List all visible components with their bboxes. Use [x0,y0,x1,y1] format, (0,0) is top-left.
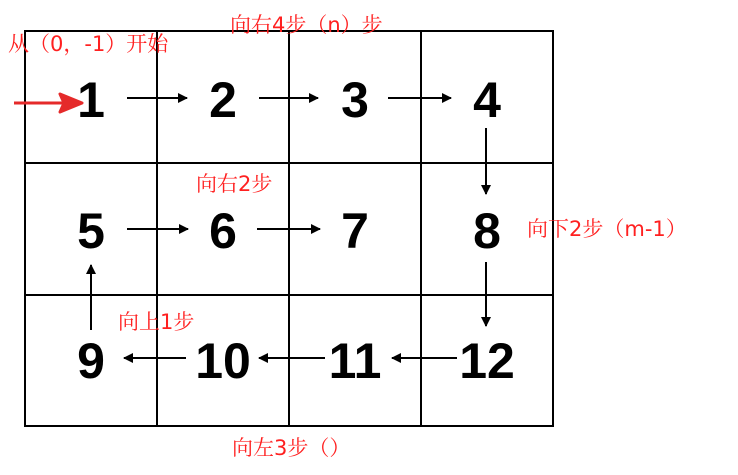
cell-12: 12 [459,333,515,389]
left-label: 向左3步（） [232,436,351,460]
cell-4: 4 [473,72,501,128]
cell-11: 11 [328,333,382,389]
up-label: 向上1步 [118,310,195,334]
cell-7: 7 [341,203,369,259]
right-2-label: 向右2步 [196,172,273,196]
cell-9: 9 [77,333,105,389]
cell-6: 6 [209,203,237,259]
cell-8: 8 [473,203,501,259]
cell-numbers [77,72,515,389]
cell-3: 3 [341,72,369,128]
right-n-label: 向右4步（n）步 [230,13,383,37]
down-label: 向下2步（m-1） [527,217,687,241]
cell-10: 10 [195,333,251,389]
start-label: 从（0，-1）开始 [8,32,169,56]
cell-2: 2 [209,72,237,128]
cell-1: 1 [77,72,105,128]
cell-5: 5 [77,203,105,259]
